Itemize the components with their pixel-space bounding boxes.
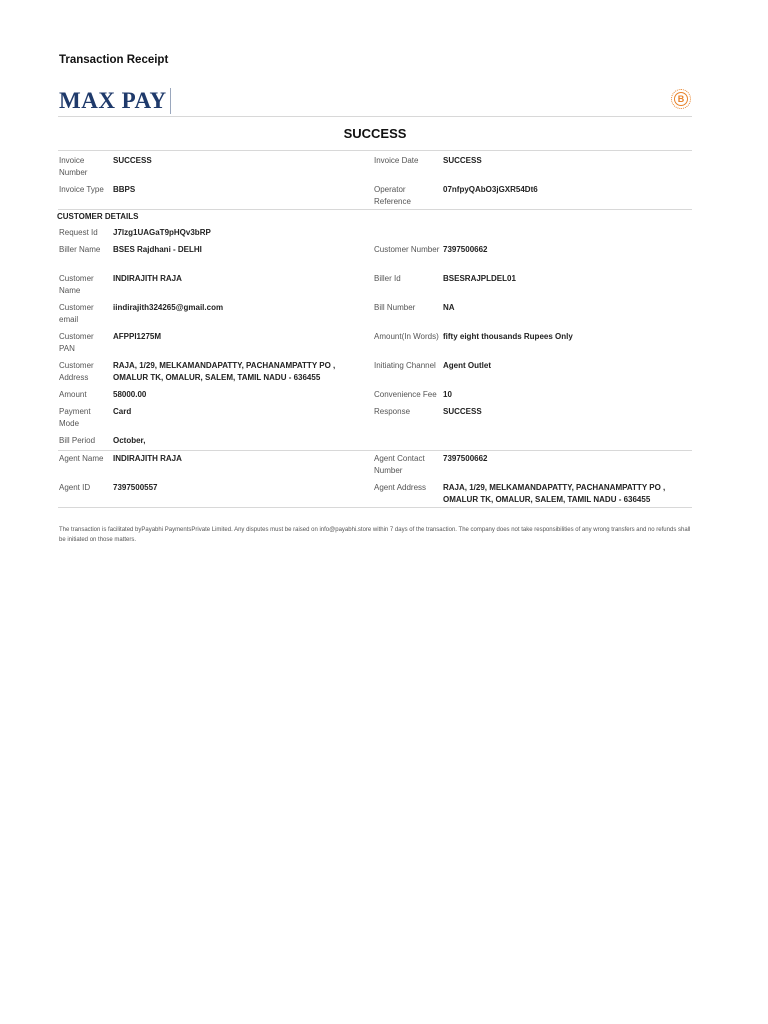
agent-contact-value: 7397500662	[443, 454, 488, 463]
response-value: SUCCESS	[443, 407, 482, 416]
disclaimer-note: The transaction is facilitated byPayabhi PaymentsPrivate Limited. Any disputes must be raised on info@payabhi.store within 7 days of the transaction. The company does not take responsibilities of any wrong transfers and no refunds shall be initiated on those matters.	[59, 527, 691, 543]
maxpay-logo: MAX PAY	[59, 88, 171, 114]
customer-number-value: 7397500662	[443, 245, 488, 254]
customer-email-value: iindirajith324265@gmail.com	[113, 303, 224, 312]
biller-name-label: Biller Name	[59, 245, 101, 254]
invoice-date-value: SUCCESS	[443, 156, 482, 165]
initiating-channel-value: Agent Outlet	[443, 361, 491, 370]
customer-number-label: Customer Number	[374, 245, 440, 254]
amount-value: 58000.00	[113, 390, 147, 399]
brand-header	[58, 88, 692, 117]
bill-period-label: Bill Period	[59, 436, 96, 445]
agent-name-value: INDIRAJITH RAJA	[113, 454, 182, 463]
biller-id-label: Biller Id	[374, 274, 401, 283]
initiating-channel-label: Initiating Channel	[374, 361, 436, 370]
customer-pan-value: AFPPI1275M	[113, 332, 162, 341]
biller-id-value: BSESRAJPLDEL01	[443, 274, 516, 283]
customer-name-label: Customer Name	[59, 274, 94, 295]
customer-email-label: Customer email	[59, 303, 94, 324]
bill-number-value: NA	[443, 303, 455, 312]
invoice-type-value: BBPS	[113, 185, 136, 194]
payment-mode-value: Card	[113, 407, 132, 416]
document-title: Transaction Receipt	[59, 54, 169, 66]
agent-name-label: Agent Name	[59, 454, 104, 463]
bbps-logo-icon: B	[671, 89, 691, 109]
bill-period-value: October,	[113, 436, 146, 445]
amount-words-value: fifty eight thousands Rupees Only	[443, 332, 573, 341]
customer-name-value: INDIRAJITH RAJA	[113, 274, 182, 283]
operator-reference-value: 07nfpyQAbO3jGXR54Dt6	[443, 185, 538, 194]
customer-details-heading: CUSTOMER DETAILS	[57, 212, 139, 221]
customer-pan-label: Customer PAN	[59, 332, 94, 353]
customer-address-label: Customer Address	[59, 361, 94, 382]
amount-words-label: Amount(In Words)	[374, 332, 439, 341]
payment-mode-label: Payment Mode	[59, 407, 91, 428]
convenience-fee-value: 10	[443, 390, 452, 399]
invoice-number-value: SUCCESS	[113, 156, 152, 165]
status-heading: SUCCESS	[343, 126, 407, 141]
customer-address-value: RAJA, 1/29, MELKAMANDAPATTY, PACHANAMPATTY PO , OMALUR TK, OMALUR, SALEM, TAMIL NADU - 636455	[113, 361, 336, 382]
amount-label: Amount	[59, 390, 87, 399]
invoice-date-label: Invoice Date	[374, 156, 419, 165]
invoice-number-label: Invoice Number	[59, 156, 88, 177]
agent-id-value: 7397500557	[113, 483, 158, 492]
divider	[58, 209, 692, 210]
divider	[58, 507, 692, 508]
convenience-fee-label: Convenience Fee	[374, 390, 437, 399]
request-id-value: J7lzg1UAGaT9pHQv3bRP	[113, 228, 211, 237]
operator-reference-label: Operator Reference	[374, 185, 411, 206]
invoice-type-label: Invoice Type	[59, 185, 104, 194]
biller-name-value: BSES Rajdhani - DELHI	[113, 245, 202, 254]
request-id-label: Request Id	[59, 228, 98, 237]
agent-address-value: RAJA, 1/29, MELKAMANDAPATTY, PACHANAMPATTY PO , OMALUR TK, OMALUR, SALEM, TAMIL NADU - 636455	[443, 483, 666, 504]
divider	[58, 150, 692, 151]
response-label: Response	[374, 407, 411, 416]
divider	[58, 450, 692, 451]
agent-address-label: Agent Address	[374, 483, 427, 492]
bill-number-label: Bill Number	[374, 303, 416, 312]
agent-id-label: Agent ID	[59, 483, 91, 492]
agent-contact-label: Agent Contact Number	[374, 454, 425, 475]
